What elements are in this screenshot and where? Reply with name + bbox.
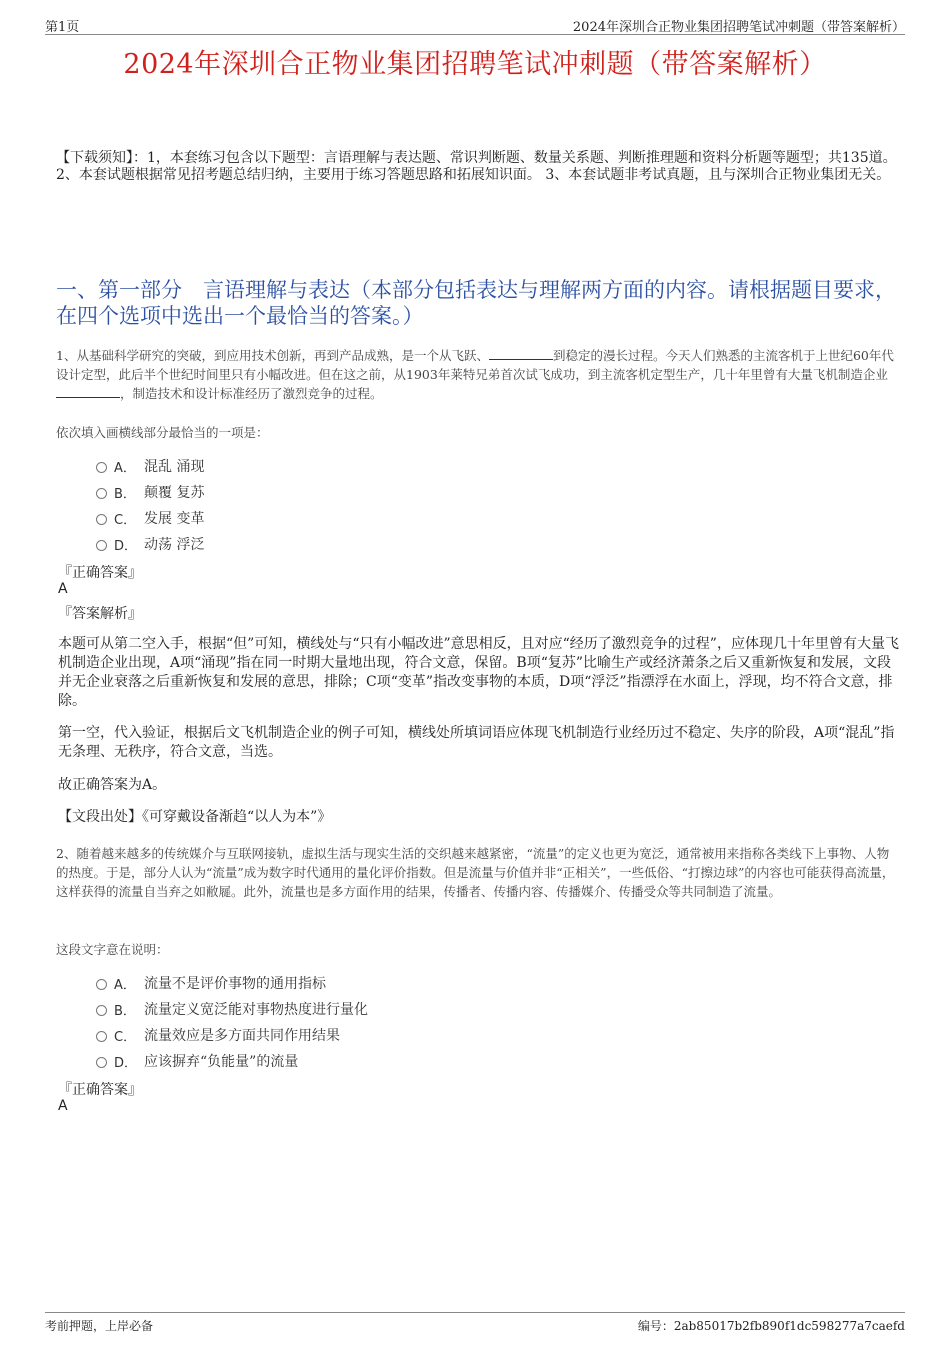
option-d[interactable]: D． 动荡 浮泛 [96, 531, 596, 557]
option-a[interactable]: A． 混乱 涌现 [96, 453, 596, 479]
correct-answer: A [58, 1098, 68, 1114]
radio-icon[interactable] [96, 514, 107, 525]
analysis-paragraph-1: 本题可从第二空入手，根据“但”可知，横线处与“只有小幅改进”意思相反，且对应“经历了激烈竞争的过程”，应体现几十年里曾有大量飞机制造企业出现，A项“涌现”指在同一时期大量地出现，符合文意，保留。B项“复苏”比喻生产或经济萧条之后又重新恢复和发展，文段并无企业衰落之后重新恢复和发展的意思，排除；C项“变革”指改变事物的本质，D项“浮泛”指漂浮在水面上，浮现，均不符合文意，排除。 [58, 636, 899, 709]
page-footer [45, 1312, 905, 1337]
analysis-label: 『答案解析』 [58, 606, 142, 622]
option-b[interactable]: B． 流量定义宽泛能对事物热度进行量化 [96, 996, 596, 1022]
radio-icon[interactable] [96, 1031, 107, 1042]
option-c[interactable]: C． 发展 变革 [96, 505, 596, 531]
answer-label: 『正确答案』 [58, 565, 142, 581]
answer-label: 『正确答案』 [58, 1082, 142, 1098]
option-b[interactable]: B． 颠覆 复苏 [96, 479, 596, 505]
option-d[interactable]: D． 应该摒弃“负能量”的流量 [96, 1048, 596, 1074]
analysis-paragraph-2: 第一空，代入验证，根据后文飞机制造企业的例子可知，横线处所填词语应体现飞机制造行业经历过不稳定、失序的阶段，A项“混乱”指无条理、无秩序，符合文意，当选。 [58, 725, 895, 760]
section-heading: 一、第一部分 言语理解与表达（本部分包括表达与理解两方面的内容。请根据题目要求，在四个选项中选出一个最恰当的答案。） [56, 278, 896, 328]
question-1-options [96, 453, 596, 557]
page-header [45, 14, 905, 35]
question-1-text: 1、从基础科学研究的突破，到应用技术创新，再到产品成熟，是一个从飞跃、 到稳定的漫长过程。今天人们熟悉的主流客机于上世纪60年代设计定型，此后半个世纪时间里只有小幅改进。但在这之前，从1903年莱特兄弟首次试飞成功，到主流客机定型生产，几十年里曾有大量飞机制造企业，制造技术和设计标准经历了激烈竞争的过程。 [56, 348, 894, 401]
blank-1 [489, 348, 553, 360]
radio-icon[interactable] [96, 1057, 107, 1068]
question-2-options [96, 970, 596, 1074]
correct-answer: A [58, 581, 68, 597]
download-notice: 【下载须知】：1，本套练习包含以下题型：言语理解与表达题、常识判断题、数量关系题、判断推理题和资料分析题等题型；共135道。 2、本套试题根据常见招考题总结归纳，主要用于练习答题思路和拓展知识面。 3、本套试题非考试真题，且与深圳合正物业集团无关。 [56, 150, 897, 183]
page-title: 2024年深圳合正物业集团招聘笔试冲刺题（带答案解析） [123, 49, 827, 80]
radio-icon[interactable] [96, 1005, 107, 1016]
question-2-prompt: 这段文字意在说明： [56, 942, 169, 957]
radio-icon[interactable] [96, 488, 107, 499]
question-1-prompt: 依次填入画横线部分最恰当的一项是： [56, 425, 269, 440]
page-number: 第1页 [45, 20, 80, 35]
question-2-text: 2、随着越来越多的传统媒介与互联网接轨，虚拟生活与现实生活的交织越来越紧密，“流量”的定义也更为宽泛，通常被用来指称各类线下上事物、人物的热度。于是，部分人认为“流量”成为数字时代通用的量化评价指数。但是流量与价值并非“正相关”，一些低俗、“打擦边球”的内容也可能获得高流量，这样获得的流量自当弃之如敝屣。此外，流量也是多方面作用的结果，传播者、传播内容、传播媒介、传播受众等共同制造了流量。 [56, 846, 895, 899]
footer-doc-id: 编号：2ab85017b2fb890f1dc598277a7caefd [637, 1319, 905, 1333]
blank-2 [56, 386, 120, 398]
header-doc-title: 2024年深圳合正物业集团招聘笔试冲刺题（带答案解析） [572, 20, 905, 35]
radio-icon[interactable] [96, 979, 107, 990]
option-c[interactable]: C． 流量效应是多方面共同作用结果 [96, 1022, 596, 1048]
radio-icon[interactable] [96, 462, 107, 473]
footer-slogan: 考前押题，上岸必备 [45, 1319, 154, 1333]
radio-icon[interactable] [96, 540, 107, 551]
analysis-conclusion: 故正确答案为A。 [58, 777, 167, 793]
option-a[interactable]: A． 流量不是评价事物的通用指标 [96, 970, 596, 996]
source-citation: 【文段出处】《可穿戴设备渐趋“以人为本”》 [58, 809, 332, 825]
